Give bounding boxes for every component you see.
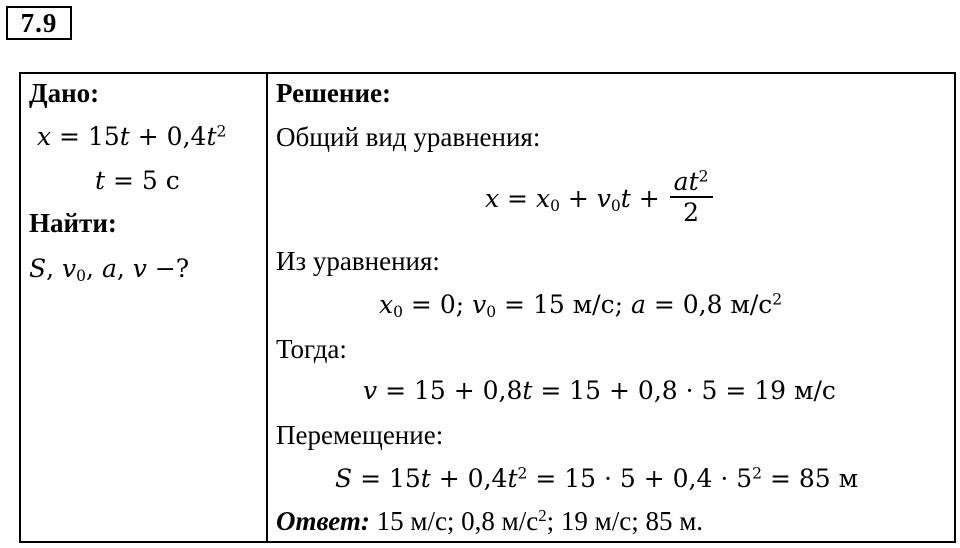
- velocity-equation: v = 15 + 0,8t = 15 + 0,8 · 5 = 19 м/с: [363, 376, 836, 405]
- given-heading: Дано:: [29, 78, 100, 108]
- given-equation-t: t = 5 с: [95, 166, 180, 195]
- displacement-label: Перемещение:: [276, 420, 444, 450]
- displacement-equation: $S = 15t + 0,4t^2 = 15 \cdot 5 + 0,4 \cdot 5^2 = 85$ м: [335, 464, 859, 493]
- solution-heading: Решение:: [276, 78, 391, 108]
- problem-number: 7.9: [6, 6, 72, 40]
- find-quantities: S, $v_0$, a, v −?: [29, 254, 190, 285]
- fraction-at2-over-2: $\frac{at^2}{2}$: [670, 168, 713, 228]
- then-label: Тогда:: [276, 334, 347, 364]
- general-equation: $x = x_0 + v_0t$ + $\frac{at^2}{2}$: [485, 168, 715, 228]
- find-heading: Найти:: [29, 208, 117, 238]
- answer-line: Ответ: 15 м/с; 0,8 $м/с^2$; 19 м/с; 85 м.: [276, 505, 704, 536]
- from-equation-label: Из уравнения:: [276, 246, 440, 276]
- general-form-label: Общий вид уравнения:: [276, 122, 541, 152]
- from-equation-values: $x_0 = 0$; $v_0 = 15$ м/с; a = 0,8 $м/с^2$: [379, 290, 783, 321]
- answer-label: Ответ:: [276, 506, 370, 536]
- column-divider: [266, 74, 268, 541]
- given-equation-x: $x = 15t + 0,4t^2$: [37, 122, 227, 151]
- solution-table: [19, 72, 956, 543]
